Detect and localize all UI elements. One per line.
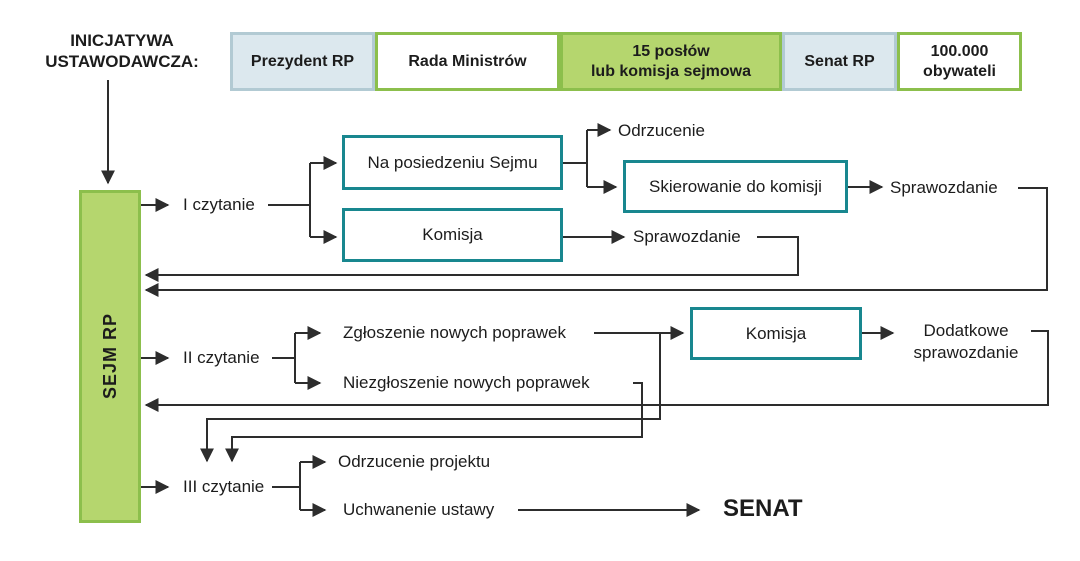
referral-box [623,160,848,213]
source-cell-label: Prezydent RP [250,52,355,70]
route-no-amendments-to-reading3 [232,383,642,461]
branch-reading3-spine [272,462,300,510]
reading3-label: III czytanie [183,477,265,496]
reading2-label: II czytanie [183,348,260,367]
no-new-amendments-label: Niezgłoszenie nowych poprawek [343,373,590,392]
source-cell-prezydent [230,32,375,91]
rejection-label: Odrzucenie [618,121,705,140]
initiative-title-line1: INICJATYWA [70,31,174,50]
committee2-label: Komisja [745,323,807,343]
source-cell-label: Senat RP [804,52,875,70]
source-cell-label-line2: obywateli [923,62,996,80]
plenary-session-box [342,135,563,190]
additional-report-line1: Dodatkowe [923,321,1009,340]
branch-plenary-spine [563,130,587,187]
source-cell-obywatele [897,32,1022,91]
reject-bill-label: Odrzucenie projektu [338,452,491,471]
source-cell-label-line2: lub komisja sejmowa [590,62,752,80]
committee2-box [690,307,862,360]
plenary-session-label: Na posiedzeniu Sejmu [367,152,538,172]
report-from-committee-label: Sprawozdanie [633,227,741,246]
senate-label: SENAT [723,495,803,522]
sejm-rp-box [79,190,141,523]
initiative-title-line2: USTAWODAWCZA: [45,52,199,71]
committee1-box [342,208,563,262]
return-report2-to-sejm [146,188,1047,290]
source-cell-label-line1: 15 posłów [632,42,710,60]
branch-reading1-spine [268,163,310,237]
reading1-label: I czytanie [183,195,255,214]
source-cell-poslowie [560,32,782,91]
source-cell-senat [782,32,897,91]
route-amendments-to-reading3 [207,333,660,461]
report-from-referral-label: Sprawozdanie [890,178,998,197]
sejm-rp-label: SEJM RP [99,313,120,400]
source-cell-label-line1: 100.000 [930,42,989,60]
initiative-title [36,30,208,72]
source-cell-label: Rada Ministrów [408,52,527,70]
branch-reading2-spine [272,333,295,383]
source-cell-rada-ministrow [375,32,560,91]
pass-bill-label: Uchwanenie ustawy [343,500,495,519]
additional-report-label [900,320,1032,364]
new-amendments-label: Zgłoszenie nowych poprawek [343,323,567,342]
committee1-label: Komisja [422,225,483,244]
additional-report-line2: sprawozdanie [913,343,1019,362]
referral-label: Skierowanie do komisji [649,176,822,196]
